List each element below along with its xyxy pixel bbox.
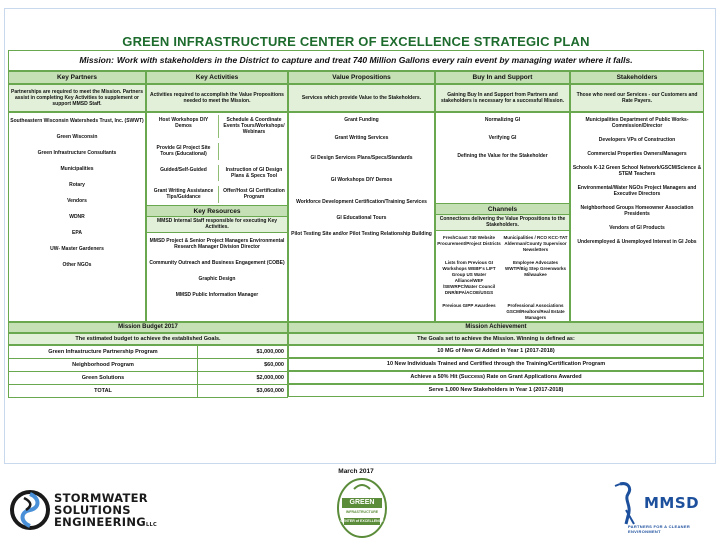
list-item: Vendors of GI Products xyxy=(609,225,665,231)
list-item xyxy=(219,143,289,160)
list-item: Other NGOs xyxy=(62,262,92,268)
stakeholders-column xyxy=(570,112,704,322)
mmsd-tagline: PARTNERS FOR A CLEANER ENVIRONMENT xyxy=(628,524,691,534)
swirl-icon xyxy=(10,488,50,532)
plan-date: March 2017 xyxy=(338,468,374,475)
list-item: UW- Master Gardeners xyxy=(50,246,104,252)
list-item: Provide GI Project Site Tours (Educational) xyxy=(149,143,219,160)
list-item: Normalizing GI xyxy=(484,117,521,123)
key-resources-header: Key Resources xyxy=(147,205,287,217)
gi-center-logo xyxy=(336,477,388,539)
page-title: GREEN INFRASTRUCTURE CENTER OF EXCELLENCE STRATEGIC PLAN xyxy=(122,34,590,49)
table-row: Neighborhood Program $60,000 xyxy=(9,359,288,372)
heron-icon xyxy=(614,480,642,526)
list-item: Instruction of GI Design Plans & Specs Tool xyxy=(225,166,283,179)
achievement-row: Achieve a 50% Hit (Success) Rate on Grant Applications Awarded xyxy=(288,371,704,384)
list-item: MMSD Public Information Manager xyxy=(175,292,259,298)
list-item: Lists from Previous GI Workshops WEBF's LIFT Group US Water Alliance/WEF /SEWRPC/Water Council DNR/EPA/ACOE/USGS xyxy=(442,260,496,295)
list-item: Workforce Development Certification/Training Services xyxy=(296,199,427,205)
table-row: Green Solutions $2,000,000 xyxy=(9,372,288,385)
list-item: Community Outreach and Business Engagement (COBE) xyxy=(149,260,285,266)
list-item: Rotary xyxy=(69,182,85,188)
sub-stakeholders: Those who need our Services - our Customers and Rate Payers. xyxy=(570,84,704,112)
strategic-plan-sheet xyxy=(8,50,704,464)
budget-sub: The estimated budget to achieve the established Goals. xyxy=(8,333,288,345)
header-stakeholders: Stakeholders xyxy=(570,71,704,84)
mmsd-wordmark: MMSD xyxy=(644,494,700,512)
budget-header: Mission Budget 2017 xyxy=(8,322,288,333)
mission-label: Mission: xyxy=(79,55,114,65)
sub-buy-in: Gaining Buy In and Support from Partners and stakeholders is necessary for a successful Mission. xyxy=(435,84,570,112)
list-item: Municipalities Department of Public Works- Commission/Director xyxy=(585,117,689,129)
list-item: Schedule & Coordinate Events Tours/Workshops/ Webinars xyxy=(223,117,285,135)
stormwater-solutions-logo xyxy=(10,488,170,534)
table-row: Green Infrastructure Partnership Program $1,000,000 xyxy=(9,346,288,359)
header-buy-in: Buy In and Support xyxy=(435,71,570,84)
mission-row xyxy=(8,50,704,71)
achievement-header: Mission Achievement xyxy=(288,322,704,333)
list-item: GI Educational Tours xyxy=(336,215,387,221)
list-item: Commercial Properties Owners/Managers xyxy=(587,151,687,157)
list-item: Vendors xyxy=(67,198,87,204)
sub-key-partners: Partnerships are required to meet the Mission. Partners assist in completing Key Activities to supplement or support MMSD Staff. xyxy=(8,84,146,112)
list-item: MMSD Project & Senior Project Managers Environmental Research Manager Division Director xyxy=(149,238,285,250)
list-item: Green Wisconsin xyxy=(56,134,98,140)
gi-badge-top: GREEN xyxy=(349,499,375,506)
channels-sub: Connections delivering the Value Propositions to the Stakeholders. xyxy=(436,215,569,231)
header-key-activities: Key Activities xyxy=(146,71,288,84)
list-item: Municipalities / RCO KCC-TAT Alderman/County Supervisor Newsletters xyxy=(503,235,568,252)
list-item: Developers VPs of Construction xyxy=(598,137,676,143)
gi-badge-bottom: CENTER of EXCELLENCE xyxy=(340,519,384,523)
buy-in-column xyxy=(435,112,570,322)
list-item: Green Infrastructure Consultants xyxy=(37,150,117,156)
sub-key-activities: Activities required to accomplish the Value Propositions needed to meet the Mission. xyxy=(146,84,288,112)
activities-grid xyxy=(147,113,287,205)
list-item: Verifying GI xyxy=(488,135,517,141)
list-item: Employee Advocates WWTP/Big Step Greenworks Milwaukee xyxy=(504,260,566,277)
list-item: Pilot Testing Site and/or Pilot Testing Relationship Building xyxy=(291,231,432,237)
sub-value-propositions: Services which provide Value to the Stakeholders. xyxy=(288,84,435,112)
gi-badge-mid: INFRASTRUCTURE xyxy=(345,510,379,514)
list-item: EPA xyxy=(72,230,82,236)
list-item: WDNR xyxy=(69,214,85,220)
achievement-row: 10 New Individuals Trained and Certified through the Training/Certification Program xyxy=(288,358,704,371)
list-item: Defining the Value for the Stakeholder xyxy=(457,153,548,159)
achievement-section xyxy=(288,322,704,398)
list-item: Previous GIPP Awardees xyxy=(442,303,496,308)
list-item: Graphic Design xyxy=(198,276,236,282)
key-resources-sub: MMSD Internal Staff responsible for executing Key Activities. xyxy=(147,217,287,233)
ssse-wordmark: STORMWATER SOLUTIONS ENGINEERINGLLC xyxy=(54,491,157,529)
list-item: GI Design Services Plans/Specs/Standards xyxy=(310,155,413,161)
header-key-partners: Key Partners xyxy=(8,71,146,84)
achievement-row: 10 MG of New GI Added in Year 1 (2017-2018) xyxy=(288,345,704,358)
list-item: Grant Writing Services xyxy=(334,135,389,141)
value-propositions-column xyxy=(288,112,435,322)
list-item: Guided/Self-Guided xyxy=(149,165,219,182)
achievement-sub: The Goals set to achieve the Mission. Winning is defined as: xyxy=(288,333,704,345)
list-item: Professional Associations GSCM/Realtors/Real Estate Managers xyxy=(506,303,565,320)
list-item: Underemployed & Unemployed Interest in GI Jobs xyxy=(577,239,697,245)
list-item: Southeastern Wisconsin Watersheds Trust, Inc. (SWWT) xyxy=(10,118,144,124)
key-activities-column xyxy=(146,112,288,322)
canvas-headers xyxy=(8,71,704,322)
list-item: Schools K-12 Green School Network/GSCM/Science & STEM Teachers xyxy=(572,165,702,177)
budget-section xyxy=(8,322,288,398)
mission-text: Work with stakeholders in the District to capture and treat 740 Million Gallons every rain event by managing water where it falls. xyxy=(116,55,633,65)
list-item: Environmental/Water NGOs Project Managers and Executive Directors xyxy=(577,185,697,197)
table-row: TOTAL $3,060,000 xyxy=(9,385,288,398)
gi-badge-icon xyxy=(336,477,388,539)
budget-table xyxy=(8,345,288,398)
channels-header: Channels xyxy=(436,203,569,215)
buy-in-list xyxy=(436,113,569,203)
mmsd-logo xyxy=(614,480,714,536)
list-item: GI Workshops DIY Demos xyxy=(330,177,393,183)
achievement-row: Serve 1,000 New Stakeholders in Year 1 (2017-2018) xyxy=(288,384,704,397)
key-partners-column xyxy=(8,112,146,322)
budget-achievement xyxy=(8,322,704,398)
list-item: Grant Funding xyxy=(344,117,379,123)
list-item: FreshCoast 740 Website Procurement/Project Districts xyxy=(437,235,501,246)
list-item: Grant Writing Assistance Tips/Guidance xyxy=(149,186,219,203)
list-item: Host Workshops DIY Demos xyxy=(149,115,219,138)
list-item: Municipalities xyxy=(60,166,94,172)
list-item: Neighborhood Groups Homeowner Association Presidents xyxy=(580,205,694,217)
list-item: Offer/Host GI Certification Program xyxy=(223,188,285,201)
channels-grid xyxy=(436,231,569,325)
header-value-propositions: Value Propositions xyxy=(288,71,435,84)
